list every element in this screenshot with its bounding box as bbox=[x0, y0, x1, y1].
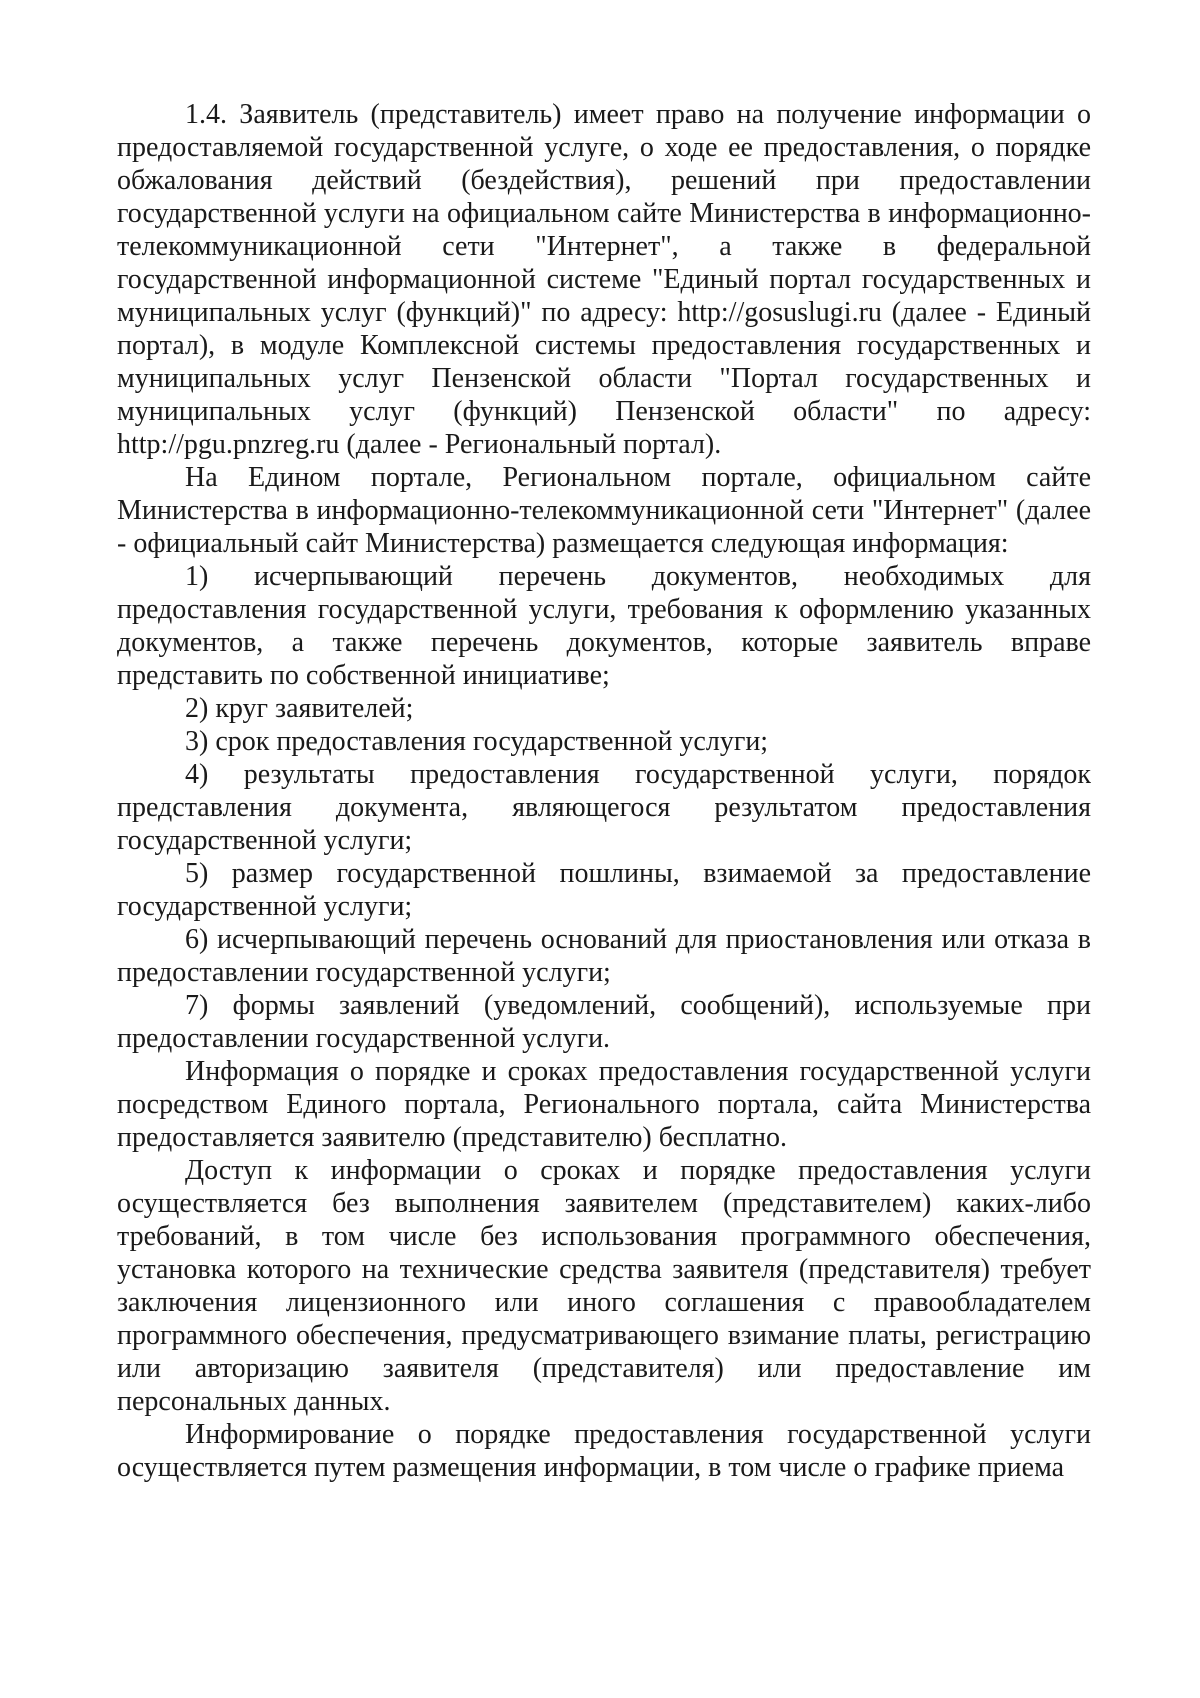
list-item-application-forms: 7) формы заявлений (уведомлений, сообщений), используемые при предоставлении государственной услуги. bbox=[117, 990, 1091, 1054]
list-item-results: 4) результаты предоставления государственной услуги, порядок представления документа, являющегося результатом предоставления государственной услуги; bbox=[117, 759, 1091, 856]
list-item-applicants: 2) круг заявителей; bbox=[185, 693, 414, 724]
paragraph-1-4-right-to-information: 1.4. Заявитель (представитель) имеет право на получение информации о предоставляемой государственной услуге, о ходе ее предоставления, о порядке обжалования действий (бездействия), решений при предоставлении государственной услуги на официальном сайте Министерства в информационно-телекоммуникационной сети "Интернет", а также в федеральной государственной информационной системе "Единый портал государственных и муниципальных услуг (функций)" по адресу: http://gosuslugi.ru (далее - Единый портал), в модуле Комплексной системы предоставления государственных и муниципальных услуг Пензенской области "Портал государственных и муниципальных услуг (функций) Пензенской области" по адресу: http://pgu.pnzreg.ru (далее - Региональный портал). bbox=[117, 99, 1091, 460]
list-item-state-fee: 5) размер государственной пошлины, взимаемой за предоставление государственной услуги; bbox=[117, 858, 1091, 922]
list-item-term: 3) срок предоставления государственной услуги; bbox=[185, 726, 769, 757]
paragraph-access-without-requirements: Доступ к информации о сроках и порядке предоставления услуги осуществляется без выполнения заявителем (представителем) каких-либо требований, в том числе без использования программного обеспечения, установка которого на технические средства заявителя (представителя) требует заключения лицензионного или иного соглашения с правообладателем программного обеспечения, предусматривающего взимание платы, регистрацию или авторизацию заявителя (представителя) или предоставление им персональных данных. bbox=[117, 1155, 1091, 1417]
paragraph-published-information: На Едином портале, Региональном портале, официальном сайте Министерства в информационно-телекоммуникационной сети "Интернет" (далее - официальный сайт Министерства) размещается следующая информация: bbox=[117, 462, 1091, 559]
paragraph-free-information: Информация о порядке и сроках предоставления государственной услуги посредством Единого портала, Регионального портала, сайта Министерства предоставляется заявителю (представителю) бесплатно. bbox=[117, 1056, 1091, 1153]
list-item-refusal-grounds: 6) исчерпывающий перечень оснований для приостановления или отказа в предоставлении государственной услуги; bbox=[117, 924, 1091, 988]
document-page bbox=[117, 98, 1091, 1484]
paragraph-informing-procedure: Информирование о порядке предоставления государственной услуги осуществляется путем размещения информации, в том числе о графике приема bbox=[117, 1419, 1091, 1483]
list-item-documents: 1) исчерпывающий перечень документов, необходимых для предоставления государственной услуги, требования к оформлению указанных документов, а также перечень документов, которые заявитель вправе представить по собственной инициативе; bbox=[117, 561, 1091, 691]
